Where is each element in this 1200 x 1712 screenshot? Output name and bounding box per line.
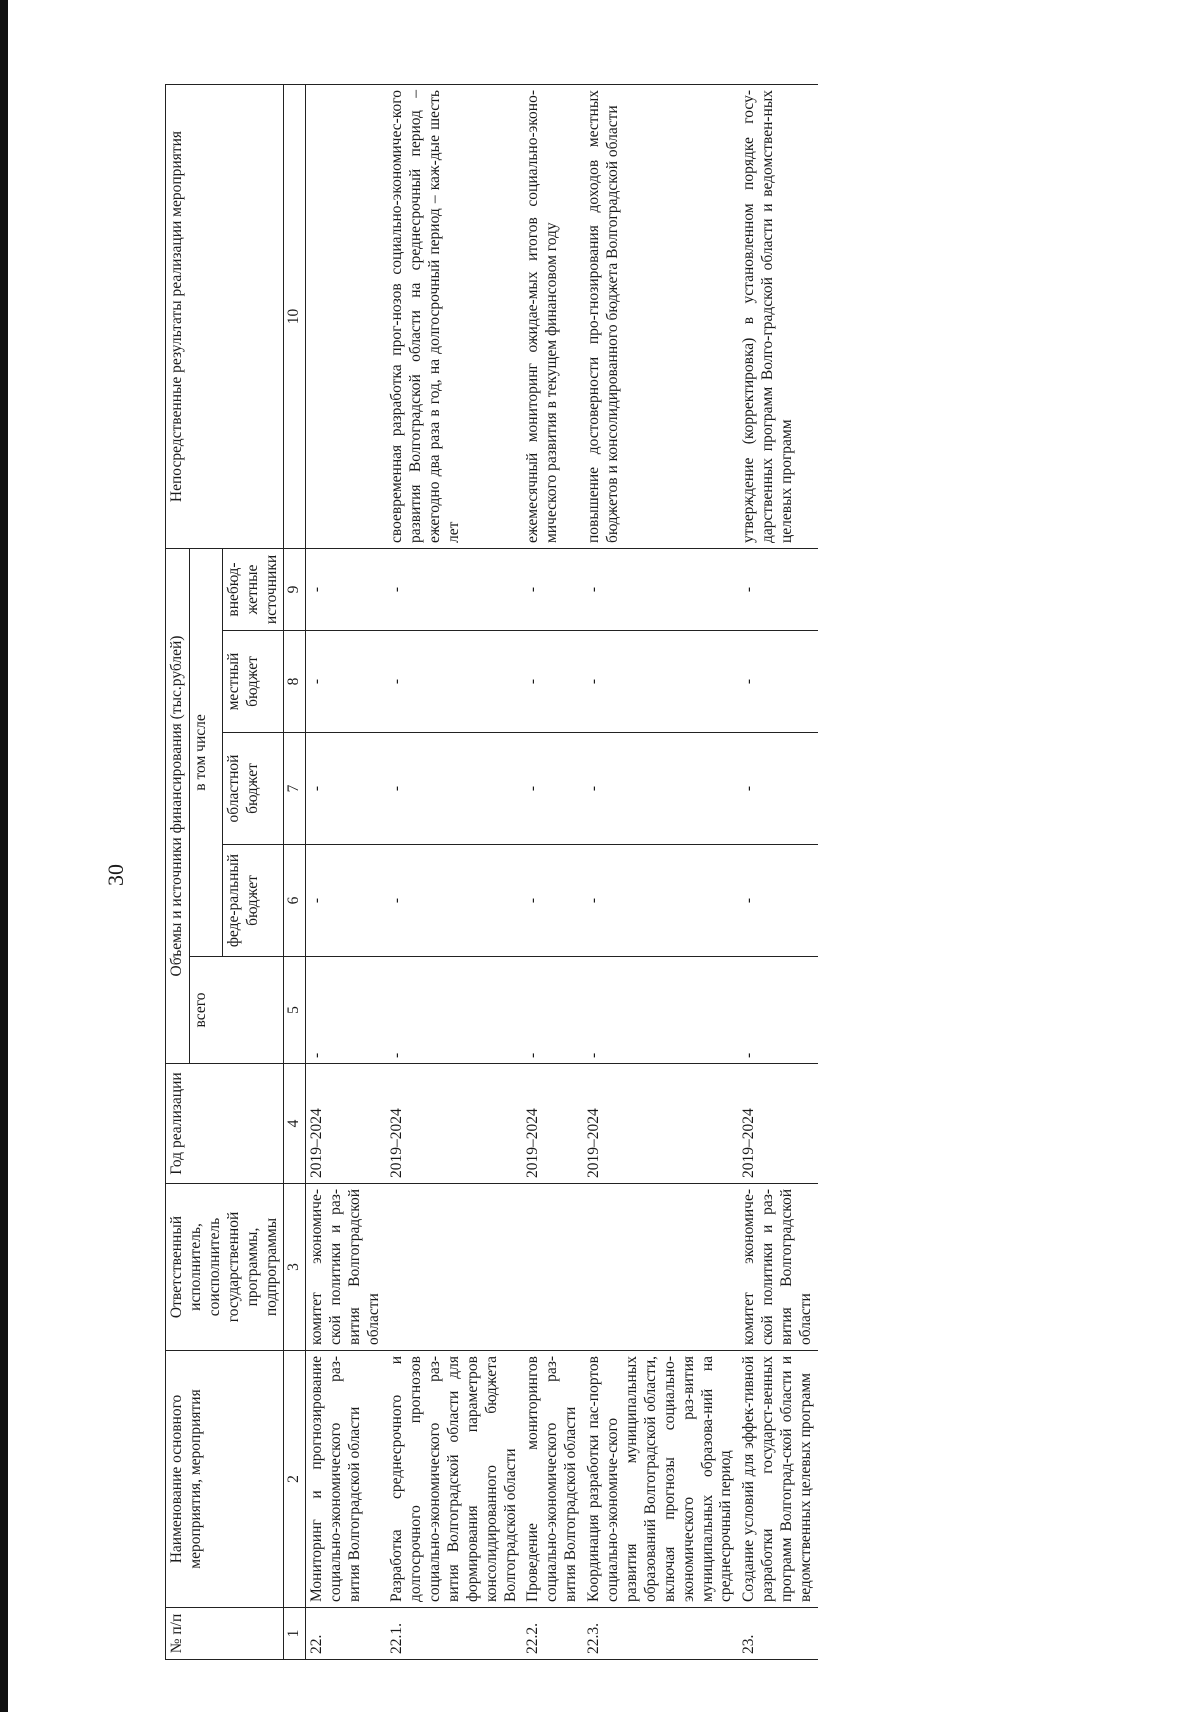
expected-result (306, 85, 386, 549)
executor: комитет экономиче-ской политики и раз-вития Волгоградской области (306, 1184, 386, 1351)
header-funding: Объемы и источники финансирования (тыс.рублей) (166, 549, 190, 1064)
funding-federal: - (738, 845, 818, 957)
funding-regional: - (583, 733, 738, 845)
col-number: 10 (284, 85, 306, 549)
col-number: 3 (284, 1184, 306, 1351)
funding-federal: - (583, 845, 738, 957)
col-number: 1 (284, 1608, 306, 1660)
activity-name: Мониторинг и прогнозирование социально-экономического раз-вития Волгоградской области (306, 1351, 386, 1608)
funding-federal: - (386, 845, 522, 957)
activity-name: Координация разработки пас-портов социально-экономиче-ского развития муниципальных образований Волгоградской области, включая прогнозы социально-экономического раз-вития муниципальных образова-ний на среднесрочный период (583, 1351, 738, 1608)
page-number: 30 (103, 864, 128, 886)
funding-total: - (583, 957, 738, 1064)
executor (386, 1184, 522, 1351)
header-results: Непосредственные результаты реализации мероприятия (166, 85, 284, 549)
funding-extrabudget: - (522, 549, 583, 631)
funding-local: - (306, 631, 386, 733)
activity-name: Разработка среднесрочного и долгосрочного прогнозов социально-экономического раз-вития Волгоградской области для формирования параметров консолидированного бюджета Волгоградской области (386, 1351, 522, 1608)
header-executor: Ответственный исполнитель, соисполнитель государственной программы, подпрограммы (166, 1184, 284, 1351)
table-row (306, 85, 386, 1660)
implementation-year: 2019–2024 (583, 1064, 738, 1184)
row-number: 22.3. (583, 1608, 738, 1660)
table-row (522, 85, 583, 1660)
row-number: 22. (306, 1608, 386, 1660)
funding-regional: - (306, 733, 386, 845)
col-number: 5 (284, 957, 306, 1064)
implementation-year: 2019–2024 (738, 1064, 818, 1184)
funding-extrabudget: - (583, 549, 738, 631)
executor (522, 1184, 583, 1351)
funding-federal: - (522, 845, 583, 957)
expected-result: ежемесячный мониторинг ожидае-мых итогов социально-эконо-мического развития в текущем финансовом году (522, 85, 583, 549)
col-number: 8 (284, 631, 306, 733)
activity-name: Создание условий для эффек-тивной разработки государст-венных программ Волгоград-ской области и ведомственных целевых программ (738, 1351, 818, 1608)
header-federal: феде-ральный бюджет (222, 845, 284, 957)
funding-regional: - (522, 733, 583, 845)
funding-federal: - (306, 845, 386, 957)
funding-local: - (583, 631, 738, 733)
program-table (165, 84, 818, 1660)
table-row (738, 85, 818, 1660)
implementation-year: 2019–2024 (386, 1064, 522, 1184)
header-local: местный бюджет (222, 631, 284, 733)
funding-total: - (306, 957, 386, 1064)
table-row (386, 85, 522, 1660)
executor (583, 1184, 738, 1351)
header-regional: областной бюджет (222, 733, 284, 845)
expected-result: повышение достоверности про-гнозирования доходов местных бюджетов и консолидированного бюджета Волгоградской области (583, 85, 738, 549)
header-total: всего (189, 957, 284, 1064)
funding-extrabudget: - (306, 549, 386, 631)
col-number: 9 (284, 549, 306, 631)
col-number: 7 (284, 733, 306, 845)
header-extrabudget: внебюд-жетные источники (222, 549, 284, 631)
header-name: Наименование основного мероприятия, мероприятия (166, 1351, 284, 1608)
table-row (583, 85, 738, 1660)
row-number: 22.1. (386, 1608, 522, 1660)
header-year: Год реализации (166, 1064, 284, 1184)
funding-total: - (738, 957, 818, 1064)
col-number: 4 (284, 1064, 306, 1184)
col-number: 2 (284, 1351, 306, 1608)
col-number: 6 (284, 845, 306, 957)
expected-result: своевременная разработка прог-нозов социально-экономичес-кого развития Волгоградской области на среднесрочный период – ежегодно два раза в год, на долгосрочный период – каж-дые шесть лет (386, 85, 522, 549)
funding-extrabudget: - (738, 549, 818, 631)
row-number: 23. (738, 1608, 818, 1660)
activity-name: Проведение мониторингов социально-экономического раз-вития Волгоградской области (522, 1351, 583, 1608)
funding-local: - (386, 631, 522, 733)
funding-local: - (522, 631, 583, 733)
implementation-year: 2019–2024 (522, 1064, 583, 1184)
funding-total: - (386, 957, 522, 1064)
funding-regional: - (386, 733, 522, 845)
implementation-year: 2019–2024 (306, 1064, 386, 1184)
funding-extrabudget: - (386, 549, 522, 631)
funding-local: - (738, 631, 818, 733)
funding-regional: - (738, 733, 818, 845)
row-number: 22.2. (522, 1608, 583, 1660)
executor: комитет экономиче-ской политики и раз-вития Волгоградской области (738, 1184, 818, 1351)
scan-edge (0, 0, 8, 1712)
expected-result: утверждение (корректировка) в установленном порядке госу-дарственных программ Волго-градской области и ведомствен-ных целевых программ (738, 85, 818, 549)
funding-total: - (522, 957, 583, 1064)
column-numbers-row (284, 85, 306, 1660)
header-including: в том числе (189, 549, 222, 957)
rotated-table-container (165, 85, 1045, 1660)
header-num: № п/п (166, 1608, 284, 1660)
